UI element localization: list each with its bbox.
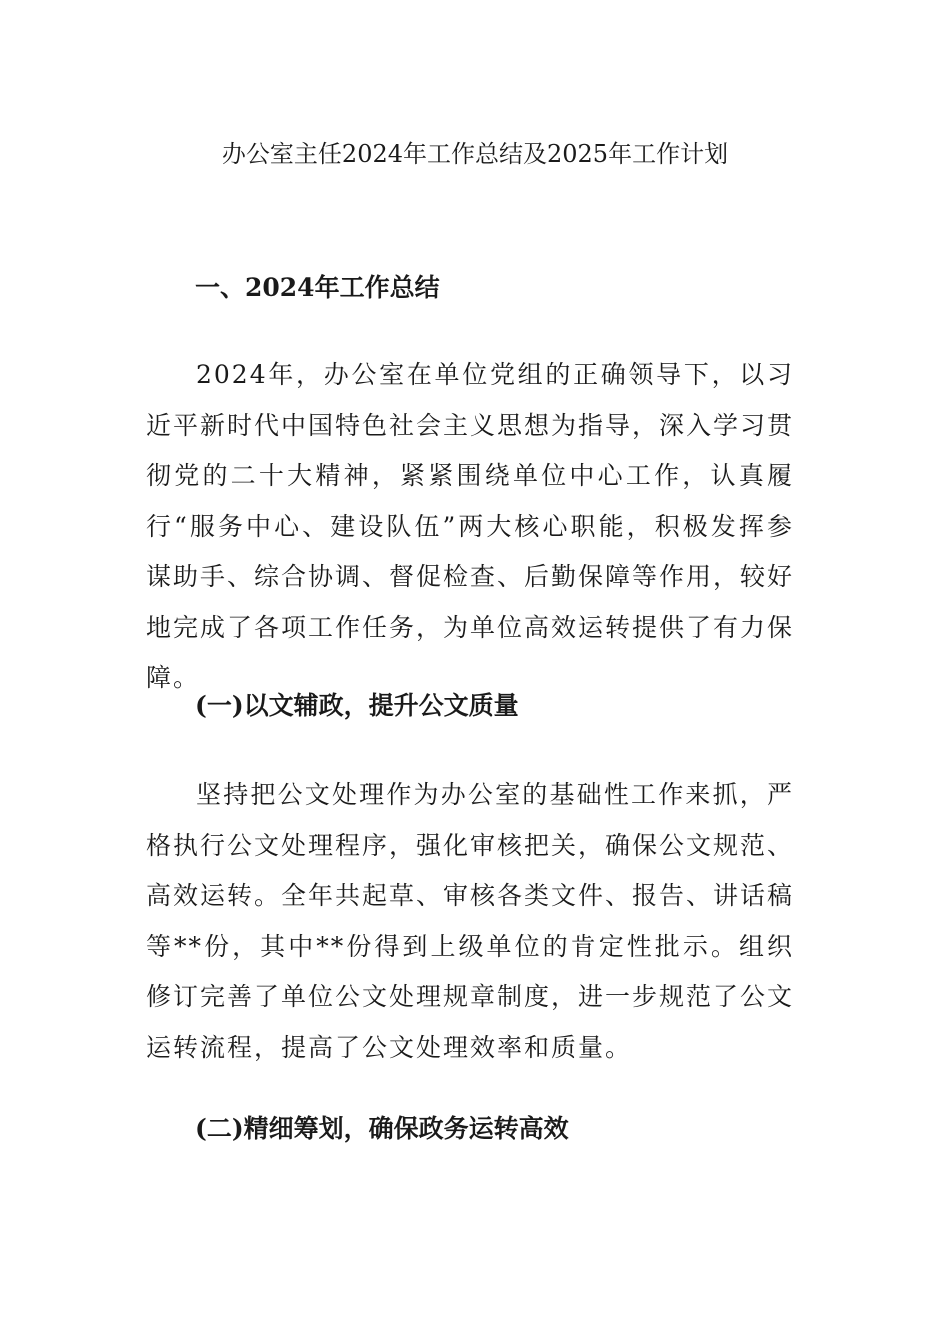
document-title: 办公室主任2024年工作总结及2025年工作计划 — [221, 140, 729, 168]
subsection-documents-paragraph: 坚持把公文处理作为办公室的基础性工作来抓，严格执行公文处理程序，强化审核把关，确保公文规范、高效运转。全年共起草、审核各类文件、报告、讲话稿等**份，其中**份得到上级单位的肯定性批示。组织修订完善了单位公文处理规章制度，进一步规范了公文运转流程，提高了公文处理效率和质量。 — [146, 780, 795, 1062]
section-heading-work-summary: 一、2024年工作总结 — [195, 273, 440, 302]
subsection-heading-documents: (一)以文辅政，提升公文质量 — [195, 691, 519, 720]
subsection-heading-government-affairs: (二)精细筹划，确保政务运转高效 — [195, 1114, 569, 1143]
section-intro-paragraph: 2024年，办公室在单位党组的正确领导下，以习近平新时代中国特色社会主义思想为指导，深入学习贯彻党的二十大精神，紧紧围绕单位中心工作，认真履行“服务中心、建设队伍”两大核心职能，积极发挥参谋助手、综合协调、督促检查、后勤保障等作用，较好地完成了各项工作任务，为单位高效运转提供了有力保障。 — [146, 360, 795, 692]
